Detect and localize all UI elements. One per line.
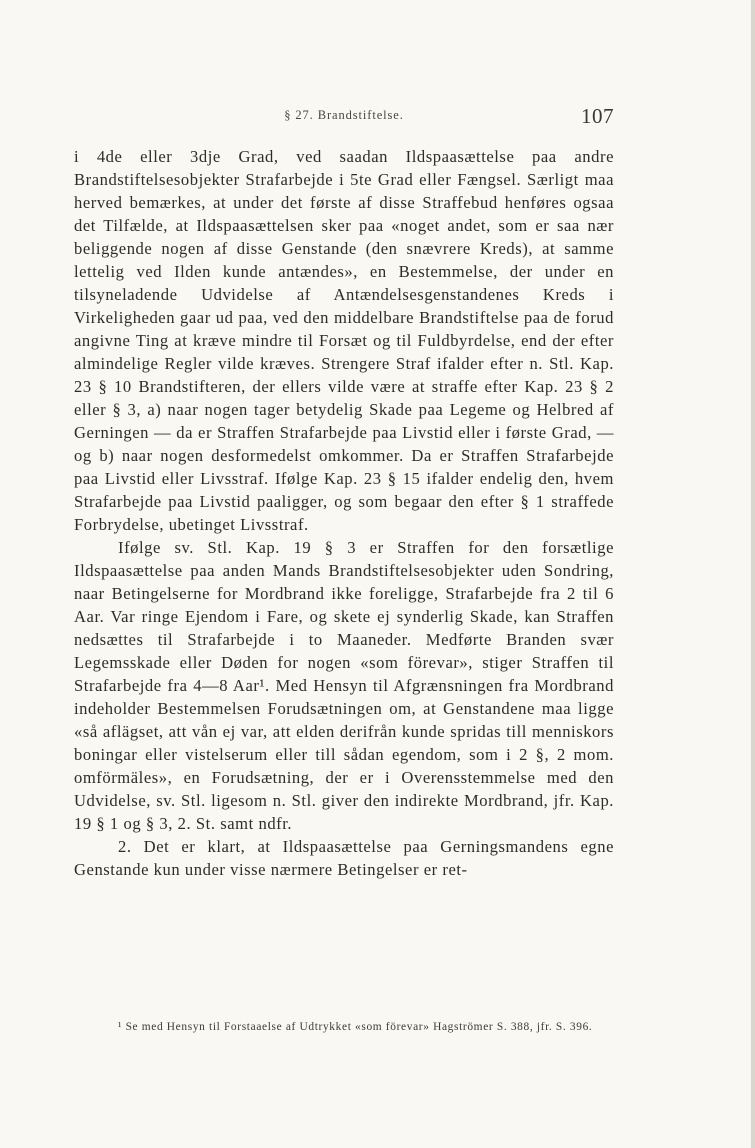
- footnote: ¹ Se med Hensyn til Forstaaelse af Udtrykket «som förevar» Hagströmer S. 388, jfr. S. 396.: [118, 1021, 593, 1033]
- body-text: [74, 145, 614, 881]
- running-head: § 27. Brandstiftelse.: [284, 108, 404, 122]
- paragraph: i 4de eller 3dje Grad, ved saadan Ildspaasættelse paa andre Brandstiftelsesobjekter Strafarbejde i 5te Grad eller Fængsel. Særligt maa herved bemærkes, at under det første af disse Straffebud henføres ogsaa det Tilfælde, at Ildspaasættelsen sker paa «noget andet, som er saa nær beliggende nogen af disse Genstande (den snævrere Kreds), at samme lettelig ved Ilden kunde antændes», en Bestemmelse, der under en tilsyneladende Udvidelse af Antændelsesgenstandenes Kreds i Virkeligheden gaar ud paa, ved den middelbare Brandstiftelse paa de forud angivne Ting at kræve mindre til Forsæt og til Fuldbyrdelse, end der efter almindelige Regler vilde kræves. Strengere Straf ifalder efter n. Stl. Kap. 23 § 10 Brandstifteren, der ellers vilde være at straffe efter Kap. 23 § 2 eller § 3, a) naar nogen tager betydelig Skade paa Legeme og Helbred af Gerningen — da er Straffen Strafarbejde paa Livstid eller i første Grad, — og b) naar nogen desformedelst omkommer. Da er Straffen Strafarbejde paa Livstid eller Livsstraf. Ifølge Kap. 23 § 15 ifalder endelig den, hvem Strafarbejde paa Livstid paaligger, og som begaar den efter § 1 straffede Forbrydelse, ubetinget Livsstraf.: [74, 147, 614, 534]
- page-header: [74, 104, 614, 134]
- paragraph: Ifølge sv. Stl. Kap. 19 § 3 er Straffen for den forsætlige Ildspaasættelse paa anden Mands Brandstiftelsesobjekter uden Sondring, naar Betingelserne for Mordbrand ikke foreligge, Strafarbejde fra 2 til 6 Aar. Var ringe Ejendom i Fare, og skete ej synderlig Skade, kan Straffen nedsættes til Strafarbejde i to Maaneder. Medførte Branden svær Legemsskade eller Døden for nogen «som förevar», stiger Straffen til Strafarbejde fra 4—8 Aar¹. Med Hensyn til Afgrænsningen fra Mordbrand indeholder Bestemmelsen Forudsætningen om, at Genstandene maa ligge «så aflägset, att vån ej var, att elden derifrån kunde spridas till menniskors boningar eller vistelserum eller till sådan egendom, som i 2 §, 2 mom. omförmäles», en Forudsætning, der er i Overensstemmelse med den Udvidelse, sv. Stl. ligesom n. Stl. giver den indirekte Mordbrand, jfr. Kap. 19 § 1 og § 3, 2. St. samt ndfr.: [74, 538, 614, 833]
- page-number: 107: [581, 104, 614, 128]
- page-edge: [751, 0, 755, 1148]
- paragraph: 2. Det er klart, at Ildspaasættelse paa Gerningsmandens egne Genstande kun under visse nærmere Betingelser er ret-: [74, 837, 614, 879]
